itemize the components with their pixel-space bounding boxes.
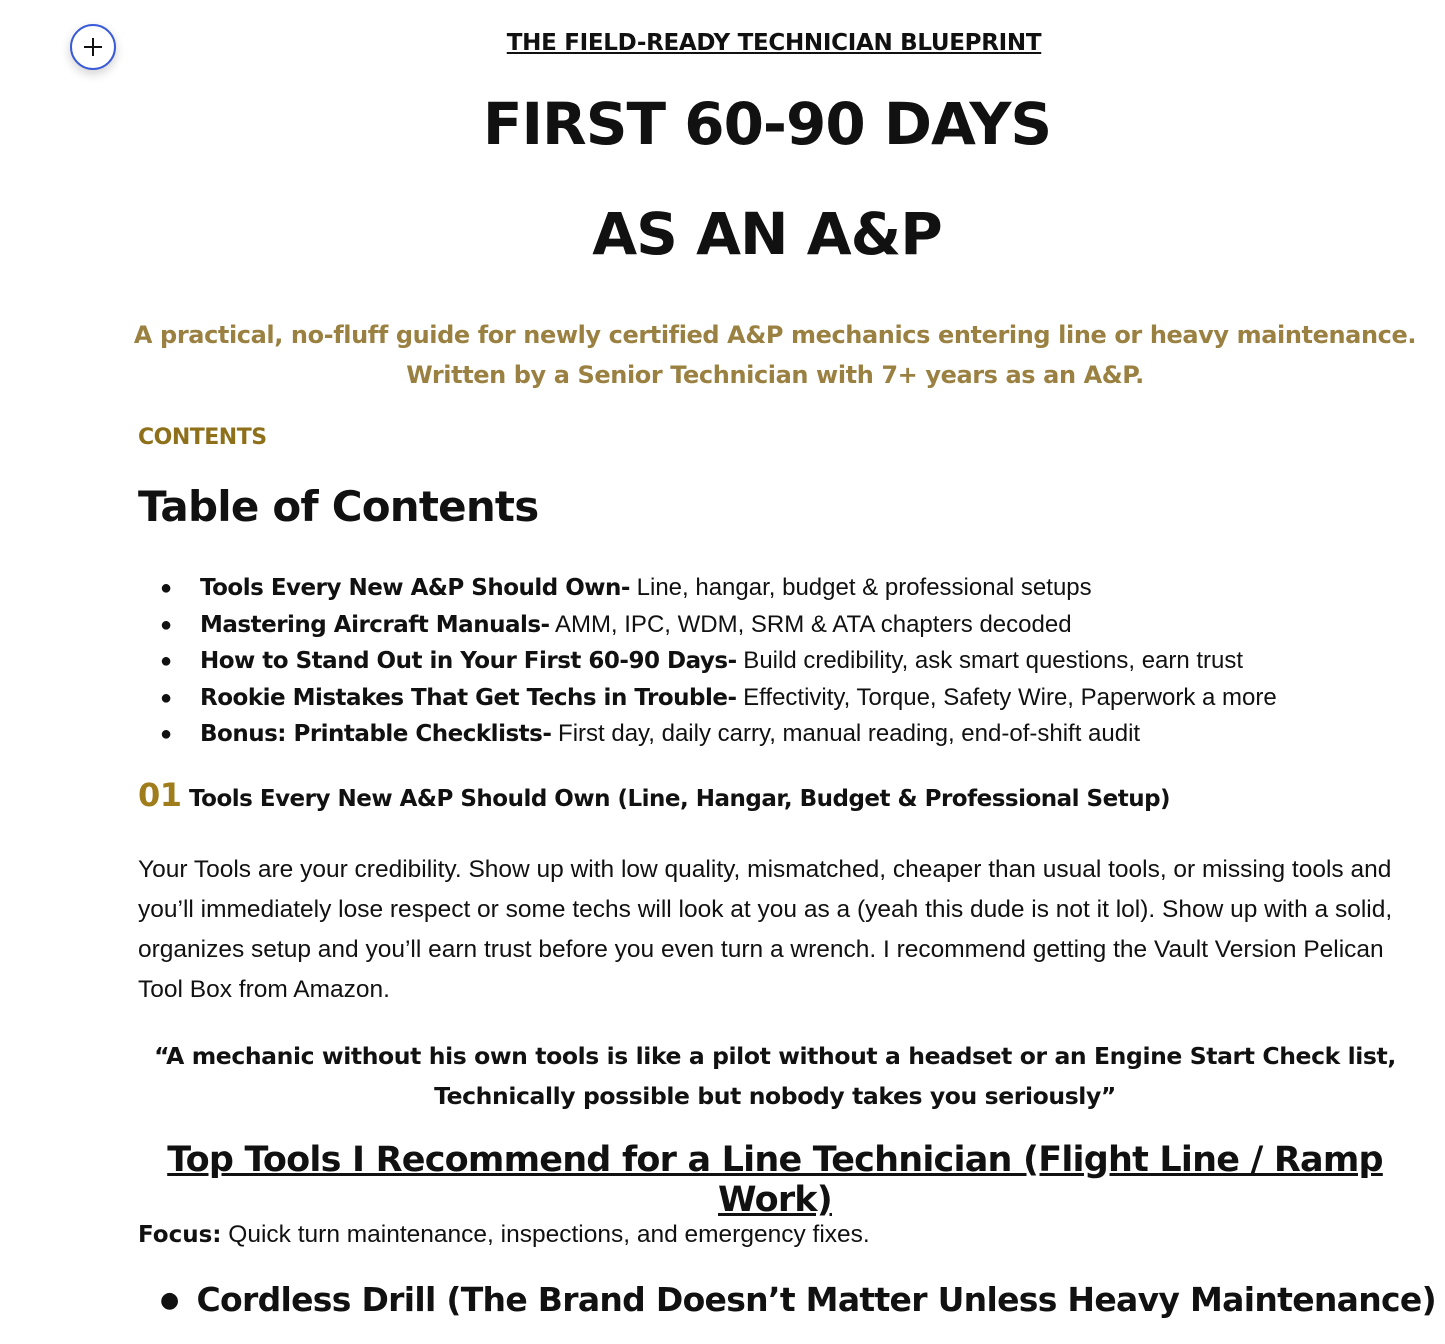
toc-item: [160, 607, 1420, 644]
toc-item-desc: Effectivity, Torque, Safety Wire, Paperwork a more: [736, 683, 1277, 711]
bullet-icon: ●: [160, 1288, 179, 1313]
focus-line: [138, 1221, 870, 1249]
section-title: Tools Every New A&P Should Own (Line, Hangar, Budget & Professional Setup): [181, 786, 1171, 812]
toc-item: [160, 716, 1420, 753]
toc-item: [160, 680, 1420, 717]
document-title-line-1: FIRST 60-90 DAYS: [482, 90, 1052, 158]
document-subtitle: [100, 315, 1445, 395]
document-kicker: THE FIELD-READY TECHNICIAN BLUEPRINT: [506, 30, 1042, 56]
toc-item-title: How to Stand Out in Your First 60-90 Days-: [200, 648, 737, 674]
focus-label: Focus:: [138, 1222, 222, 1248]
toc-item-title: Tools Every New A&P Should Own-: [200, 575, 630, 601]
body-paragraph: Your Tools are your credibility. Show up with low quality, mismatched, cheaper than usual tools, or missing tools and you’ll immediately lose respect or some techs will look at you as a (yeah this dude is not it lol). Show up with a solid, organizes setup and you’ll earn trust before you even turn a wrench. I recommend getting the Vault Version Pelican Tool Box from Amazon.: [138, 856, 1393, 1003]
document-title-line-2: AS AN A&P: [592, 200, 942, 268]
section-number: 01: [138, 776, 182, 814]
toc-list: [160, 570, 1420, 753]
toc-item-desc: AMM, IPC, WDM, SRM & ATA chapters decoded: [549, 610, 1072, 638]
toc-heading: Table of Contents: [138, 482, 539, 531]
pull-quote: [120, 1036, 1430, 1116]
toc-item-desc: Build credibility, ask smart questions, earn trust: [736, 647, 1244, 674]
subtitle-line-2: Written by a Senior Technician with 7+ years as an A&P.: [406, 361, 1144, 389]
line-technician-heading: Top Tools I Recommend for a Line Technician (Flight Line / Ramp Work): [167, 1140, 1383, 1220]
toc-item-title: Mastering Aircraft Manuals-: [200, 611, 550, 638]
toc-item: [160, 643, 1420, 680]
focus-text: Quick turn maintenance, inspections, and emergency fixes.: [221, 1221, 870, 1248]
contents-label: CONTENTS: [138, 425, 267, 450]
tool-item-label: Cordless Drill (The Brand Doesn’t Matter Unless Heavy Maintenance): [196, 1280, 1436, 1319]
toc-item-desc: Line, hangar, budget & professional setups: [629, 574, 1092, 601]
subtitle-line-1: A practical, no-fluff guide for newly certified A&P mechanics entering line or heavy maintenance.: [133, 321, 1417, 349]
toc-item-title: Bonus: Printable Checklists-: [200, 721, 552, 747]
quote-line-2: Technically possible but nobody takes you seriously”: [434, 1082, 1116, 1110]
toc-item-desc: First day, daily carry, manual reading, end-of-shift audit: [551, 720, 1141, 747]
quote-line-1: “A mechanic without his own tools is like a pilot without a headset or an Engine Start Check list,: [154, 1042, 1396, 1070]
toc-item-title: Rookie Mistakes That Get Techs in Trouble-: [200, 684, 737, 711]
toc-item: [160, 570, 1420, 607]
tool-list-item: [160, 1280, 1436, 1319]
section-heading: [138, 776, 1170, 814]
